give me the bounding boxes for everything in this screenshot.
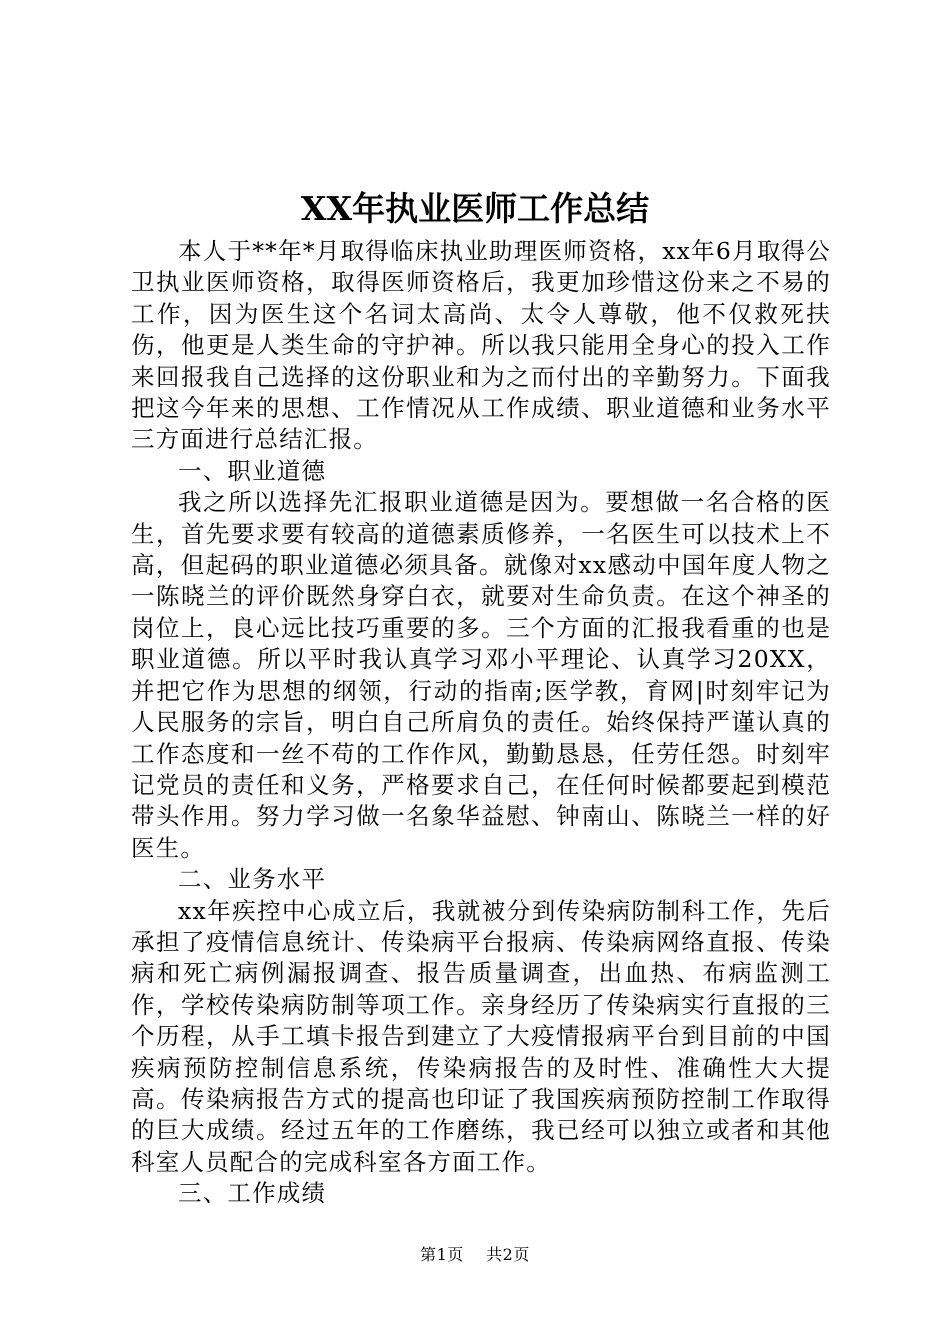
paragraph-intro: 本人于**年*月取得临床执业助理医师资格，xx年6月取得公卫执业医师资格，取得医师资格后，我更加珍惜这份来之不易的工作，因为医生这个名词太高尚、太令人尊敬，他不仅救死扶伤，他更是人类生命的守护神。所以我只能用全身心的投入工作来回报我自己选择的这份职业和为之而付出的辛勤努力。下面我把这今年来的思想、工作情况从工作成绩、职业道德和业务水平三方面进行总结汇报。 — [131, 237, 831, 454]
section-heading-achievements: 三、工作成绩 — [178, 1179, 327, 1208]
page-number: 第1页 — [420, 1245, 464, 1264]
paragraph-ethics: 我之所以选择先汇报职业道德是因为。要想做一名合格的医生，首先要求要有较高的道德素质修养，一名医生可以技术上不高，但起码的职业道德必须具备。就像对xx感动中国年度人物之一陈晓兰的评价既然身穿白衣，就要对生命负责。在这个神圣的岗位上，良心远比技巧重要的多。三个方面的汇报我看重的也是职业道德。所以平时我认真学习邓小平理论、认真学习20XX，并把它作为思想的纲领，行动的指南;医学教，育网|时刻牢记为人民服务的宗旨，明白自己所肩负的责任。始终保持严谨认真的工作态度和一丝不苟的工作作风，勤勤恳恳，任劳任怨。时刻牢记党员的责任和义务，严格要求自己，在任何时候都要起到模范带头作用。努力学习做一名象华益慰、钟南山、陈晓兰一样的好医生。 — [131, 488, 831, 862]
document-body — [131, 236, 831, 1210]
section-heading-ethics: 一、职业道德 — [178, 456, 327, 485]
paragraph-skills: xx年疾控中心成立后，我就被分到传染病防制科工作，先后承担了疫情信息统计、传染病平台报病、传染病网络直报、传染病和死亡病例漏报调查、报告质量调查，出血热、布病监测工作，学校传染病防制等项工作。亲身经历了传染病实行直报的三个历程，从手工填卡报告到建立了大疫情报病平台到目前的中国疾病预防控制信息系统，传染病报告的及时性、准确性大大提高。传染病报告方式的提高也印证了我国疾病预防控制工作取得的巨大成绩。经过五年的工作磨练，我已经可以独立或者和其他科室人员配合的完成科室各方面工作。 — [131, 896, 831, 1176]
page-footer — [0, 1244, 950, 1266]
page-separator — [469, 1245, 480, 1264]
section-heading-skills: 二、业务水平 — [178, 865, 327, 894]
page-total: 共2页 — [486, 1245, 530, 1264]
document-title: XX年执业医师工作总结 — [300, 189, 650, 228]
